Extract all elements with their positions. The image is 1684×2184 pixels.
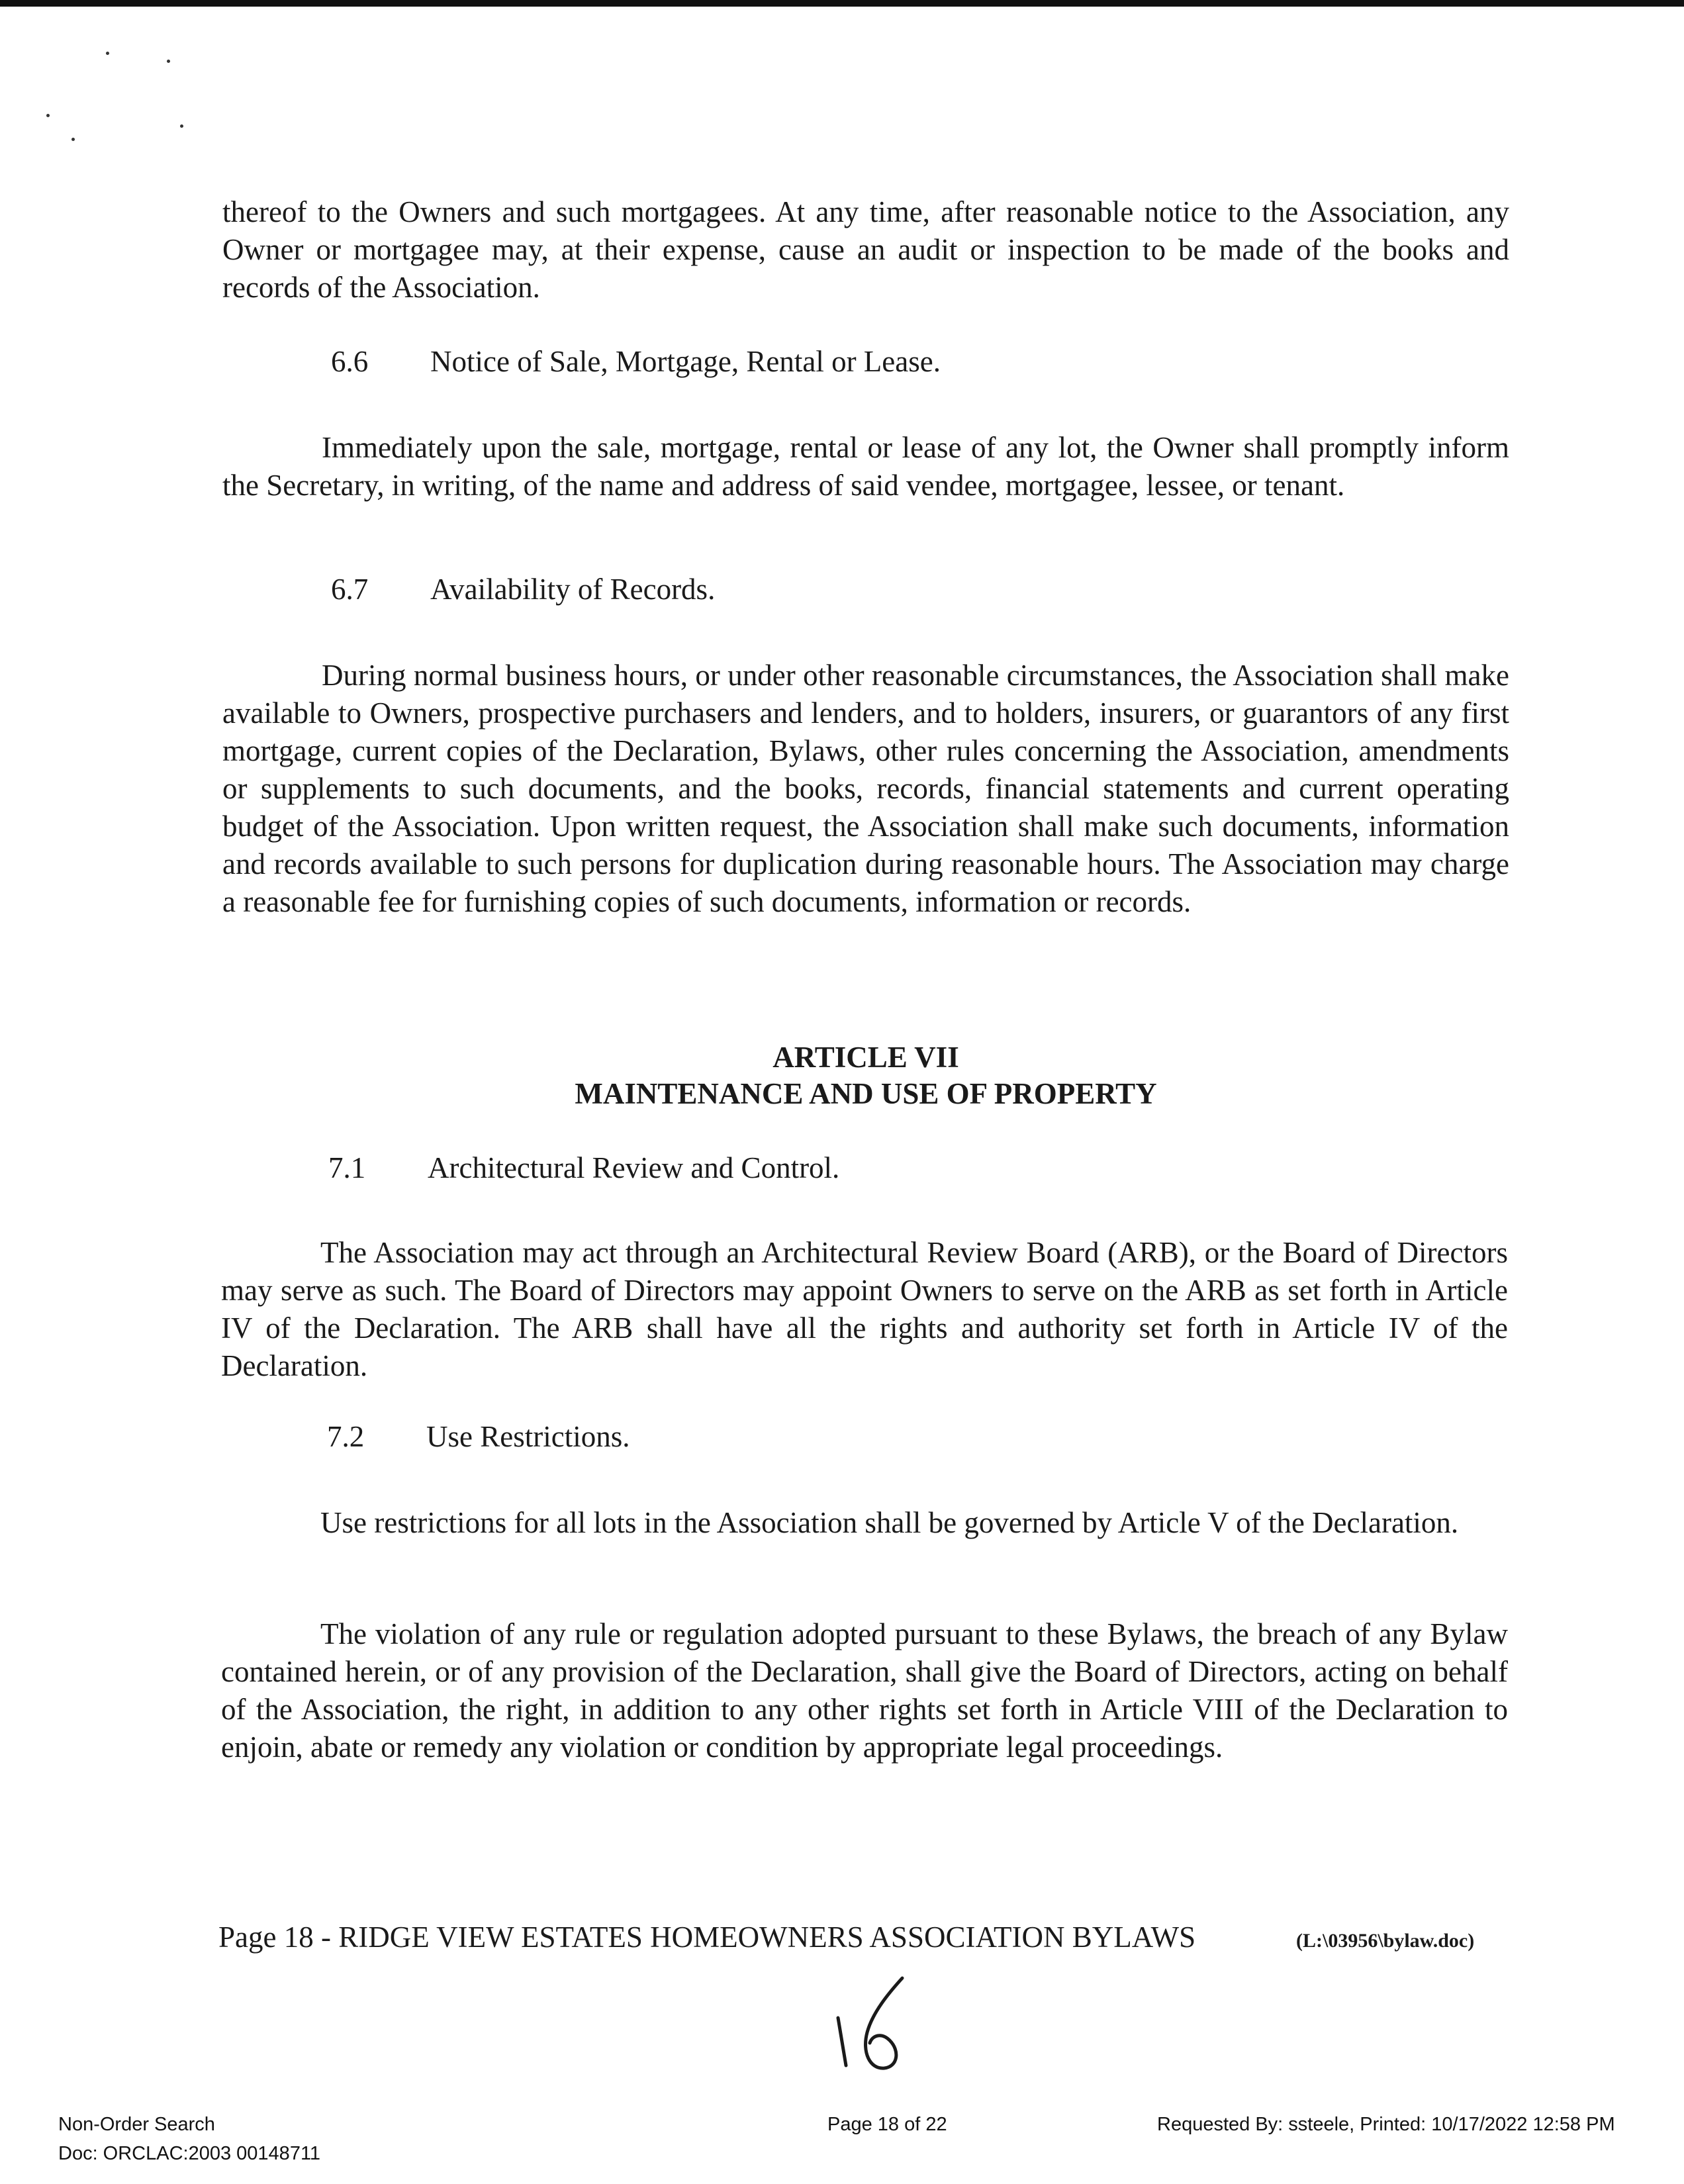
section-title: Architectural Review and Control. (428, 1151, 840, 1184)
section-6-6-heading (331, 343, 941, 381)
section-number: 6.7 (331, 573, 369, 606)
section-title: Notice of Sale, Mortgage, Rental or Lease. (430, 345, 941, 378)
article-title: MAINTENANCE AND USE OF PROPERTY (575, 1077, 1157, 1110)
stamp-requested-by: Requested By: ssteele, Printed: 10/17/2022 12:58 PM (1157, 2114, 1615, 2135)
paragraph-6-7: During normal business hours, or under other reasonable circumstances, the Association shall make available to Owners, prospective purchasers and lenders, and to holders, insurers, or guarantors of any first mortgage, current copies of the Declaration, Bylaws, other rules concerning the Association, amendments or supplements to such documents, and the books, records, financial statements and current operating budget of the Association. Upon written request, the Association shall make such documents, information and records available to such persons for duplication during reasonable hours. The Association may charge a reasonable fee for furnishing copies of such documents, information or records. (222, 659, 1509, 918)
section-7-2-heading (327, 1418, 630, 1456)
paragraph-7-2-a: Use restrictions for all lots in the Association shall be governed by Article V of the Declaration. (320, 1506, 1459, 1539)
handwritten-page-number (826, 1966, 925, 2082)
paragraph-7-2-b: The violation of any rule or regulation adopted pursuant to these Bylaws, the breach of any Bylaw contained herein, or of any provision of the Declaration, shall give the Board of Directors, acting on behalf of the Association, the right, in addition to any other rights set forth in Article VIII of the Declaration to enjoin, abate or remedy any violation or condition by appropriate legal proceedings. (221, 1617, 1508, 1764)
section-7-1-heading (328, 1149, 839, 1187)
section-6-7-heading (331, 571, 715, 608)
scan-speck (167, 60, 170, 63)
stamp-doc-ref: Doc: ORCLAC:2003 00148711 (58, 2143, 321, 2164)
article-number: ARTICLE VII (772, 1041, 959, 1074)
article-heading (222, 1039, 1509, 1112)
section-number: 7.2 (327, 1420, 365, 1453)
paragraph-7-1: The Association may act through an Architectural Review Board (ARB), or the Board of Directors may serve as such. The Board of Directors may appoint Owners to serve on the ARB as set forth in Article IV of the Declaration. The ARB shall have all the rights and authority set forth in Article IV of the Declaration. (221, 1236, 1508, 1382)
section-number: 7.1 (328, 1151, 366, 1184)
section-title: Use Restrictions. (426, 1420, 630, 1453)
stamp-page-count: Page 18 of 22 (827, 2114, 947, 2135)
scan-speck (106, 52, 109, 55)
scan-speck (46, 114, 50, 117)
scan-top-edge (0, 0, 1684, 7)
paragraph-6-6: Immediately upon the sale, mortgage, rental or lease of any lot, the Owner shall promptly inform the Secretary, in writing, of the name and address of said vendee, mortgagee, lessee, or tenant. (222, 431, 1509, 502)
page-footer-file-ref: (L:\03956\bylaw.doc) (1296, 1930, 1475, 1952)
section-title: Availability of Records. (430, 573, 716, 606)
section-number: 6.6 (331, 345, 369, 378)
stamp-search-type: Non-Order Search (58, 2114, 215, 2135)
page-footer-title: Page 18 - RIDGE VIEW ESTATES HOMEOWNERS ASSOCIATION BYLAWS (218, 1921, 1196, 1954)
scan-speck (71, 138, 75, 141)
paragraph-6-5-continued: thereof to the Owners and such mortgagees. At any time, after reasonable notice to the Association, any Owner or mortgagee may, at their expense, cause an audit or inspection to be made of the books and records of the Association. (222, 195, 1509, 304)
scan-speck (180, 124, 183, 128)
